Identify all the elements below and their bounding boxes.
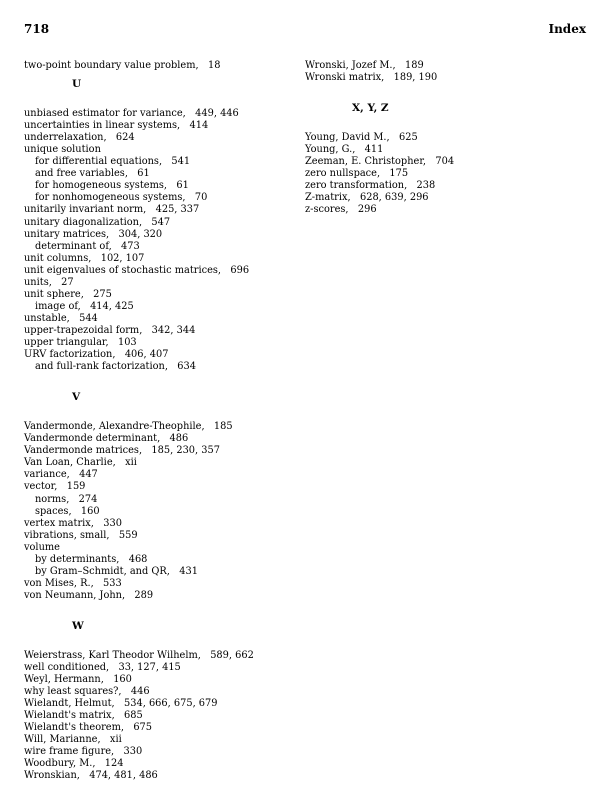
index-column-right <box>305 60 585 217</box>
spacer <box>24 373 294 385</box>
index-entry: Wronski matrix, 189, 190 <box>305 72 438 84</box>
index-entry: Wielandt's theorem, 675 <box>24 722 153 734</box>
index-entry: vibrations, small, 559 <box>24 529 138 541</box>
index-entry: Van Loan, Charlie, xii <box>24 457 137 469</box>
index-subentry: spaces, 160 <box>35 505 100 517</box>
index-entry: unitary matrices, 304, 320 <box>24 228 163 240</box>
index-entry: vertex matrix, 330 <box>24 517 122 529</box>
page-number: 718 <box>24 22 50 36</box>
index-entry: unstable, 544 <box>24 312 98 324</box>
index-entry: unit sphere, 275 <box>24 288 112 300</box>
spacer <box>305 84 585 96</box>
index-entry: URV factorization, 406, 407 <box>24 349 169 361</box>
index-entry: vector, 159 <box>24 481 86 493</box>
spacer <box>305 120 585 132</box>
index-entry: wire frame figure, 330 <box>24 746 143 758</box>
index-entry: Weierstrass, Karl Theodor Wilhelm, 589, 662 <box>24 650 254 662</box>
index-subentry: norms, 274 <box>35 493 98 505</box>
section-letter-heading: U <box>72 78 82 91</box>
section-letter-heading: V <box>72 391 81 404</box>
spacer <box>24 602 294 614</box>
page-header <box>24 22 586 38</box>
index-entry: two-point boundary value problem, 18 <box>24 60 221 71</box>
index-entry: Woodbury, M., 124 <box>24 758 124 770</box>
index-entry: Will, Marianne, xii <box>24 734 122 746</box>
index-entry: Wielandt, Helmut, 534, 666, 675, 679 <box>24 698 218 710</box>
index-entry: Young, G., 411 <box>305 144 384 156</box>
index-column-left <box>24 60 294 783</box>
index-entry: zero transformation, 238 <box>305 180 436 192</box>
index-entry: units, 27 <box>24 276 74 288</box>
index-subentry: and full-rank factorization, 634 <box>35 361 196 373</box>
index-entry: variance, 447 <box>24 469 98 481</box>
index-entry: unique solution <box>24 144 101 156</box>
index-entry: unitarily invariant norm, 425, 337 <box>24 204 200 216</box>
running-title: Index <box>548 22 586 36</box>
index-entry: zero nullspace, 175 <box>305 168 409 180</box>
spacer <box>24 409 294 421</box>
index-entry: Vandermonde, Alexandre-Theophile, 185 <box>24 421 233 433</box>
index-entry: unitary diagonalization, 547 <box>24 216 171 228</box>
index-subentry: for nonhomogeneous systems, 70 <box>35 192 208 204</box>
index-entry: z-scores, 296 <box>305 204 377 216</box>
index-entry: Wronskian, 474, 481, 486 <box>24 770 158 782</box>
index-entry: Wielandt's matrix, 685 <box>24 710 143 722</box>
index-entry: Vandermonde determinant, 486 <box>24 433 189 445</box>
index-entry: Vandermonde matrices, 185, 230, 357 <box>24 445 220 457</box>
index-entry: von Mises, R., 533 <box>24 577 122 589</box>
spacer <box>24 638 294 650</box>
index-subentry: and free variables, 61 <box>35 168 150 180</box>
index-entry: Z-matrix, 628, 639, 296 <box>305 192 429 204</box>
index-entry: unit eigenvalues of stochastic matrices, 696 <box>24 264 250 276</box>
index-entry: Weyl, Hermann, 160 <box>24 674 132 686</box>
index-entry: volume <box>24 541 60 553</box>
index-subentry: by determinants, 468 <box>35 553 148 565</box>
spacer <box>24 96 294 108</box>
section-letter-heading: X, Y, Z <box>352 102 389 115</box>
index-entry: upper-trapezoidal form, 342, 344 <box>24 324 196 336</box>
index-subentry: determinant of, 473 <box>35 240 140 252</box>
index-entry: Zeeman, E. Christopher, 704 <box>305 156 455 168</box>
index-entry: underrelaxation, 624 <box>24 132 135 144</box>
index-subentry: for homogeneous systems, 61 <box>35 180 189 192</box>
index-entry: well conditioned, 33, 127, 415 <box>24 662 181 674</box>
index-entry: unit columns, 102, 107 <box>24 252 145 264</box>
index-entry: why least squares?, 446 <box>24 686 150 698</box>
index-entry: Wronski, Jozef M., 189 <box>305 60 424 71</box>
section-letter-heading: W <box>72 619 84 632</box>
index-entry: Young, David M., 625 <box>305 132 418 144</box>
index-subentry: for differential equations, 541 <box>35 156 191 168</box>
index-entry: unbiased estimator for variance, 449, 446 <box>24 108 239 120</box>
index-entry: uncertainties in linear systems, 414 <box>24 120 209 132</box>
index-subentry: image of, 414, 425 <box>35 300 134 312</box>
index-entry: von Neumann, John, 289 <box>24 589 154 601</box>
index-subentry: by Gram–Schmidt, and QR, 431 <box>35 565 198 577</box>
index-entry: upper triangular, 103 <box>24 336 137 348</box>
